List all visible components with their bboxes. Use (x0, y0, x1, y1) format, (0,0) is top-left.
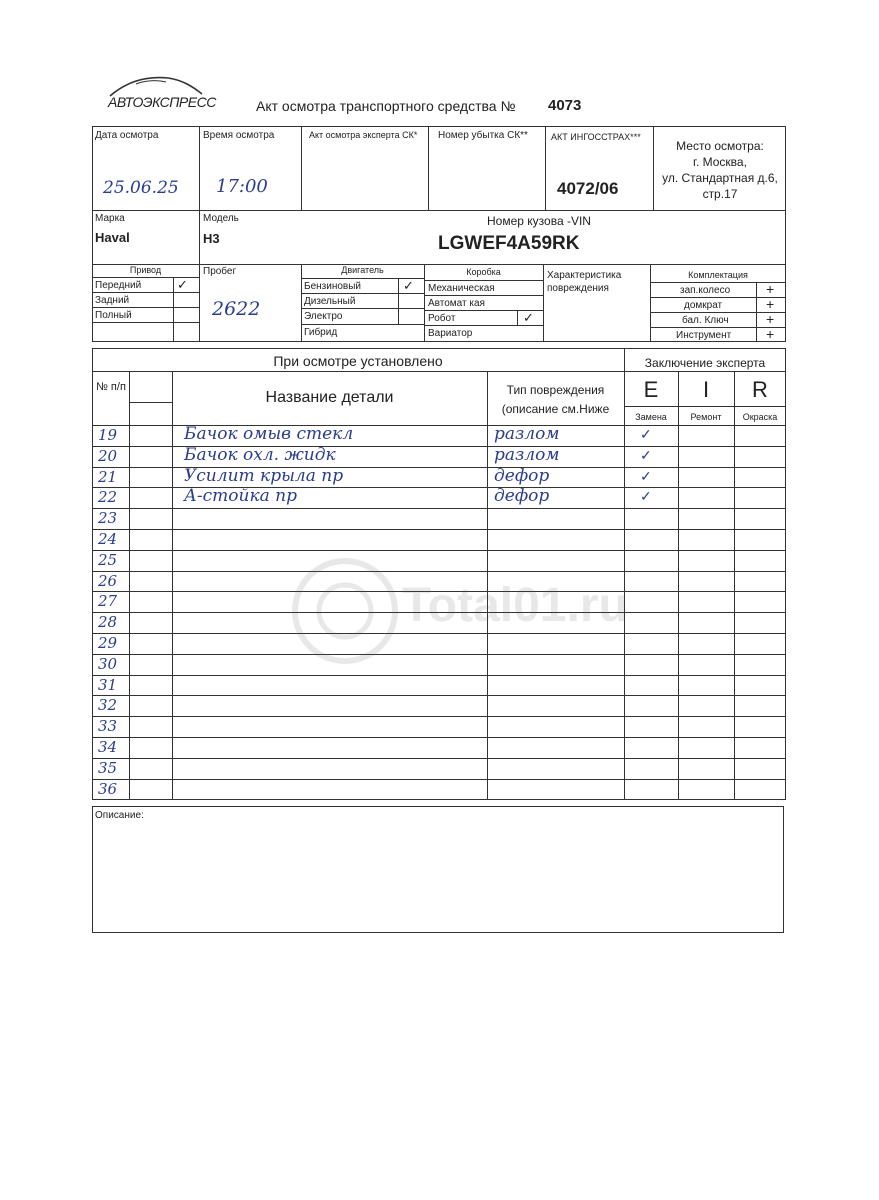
logo-text: АВТОЭКСПРЕСС (108, 94, 216, 110)
drive-front-check-icon: ✓ (177, 277, 188, 292)
row-number: 23 (98, 509, 118, 527)
drive-option-rear: Задний (95, 295, 130, 306)
place-building: стр.17 (702, 187, 738, 201)
loss-number-label: Номер убытка СК** (438, 130, 528, 141)
watermark-logo-icon (290, 556, 400, 666)
col-damage-type-header-1: Тип повреждения (506, 383, 605, 397)
engine-option-diesel: Дизельный (304, 296, 356, 307)
row-replace-check-icon: ✓ (640, 488, 652, 504)
inspection-place (654, 138, 786, 202)
drive-option-all: Полный (95, 310, 132, 321)
vin-label: Номер кузова -VIN (487, 214, 591, 228)
row-damage-type: разлом (494, 445, 560, 465)
equipment-wheel-wrench: бал. Ключ (682, 315, 729, 326)
document-title: Акт осмотра транспортного средства № (256, 98, 516, 114)
watermark-text: Total01.ru (402, 579, 628, 632)
engine-option-petrol: Бензиновый (304, 281, 361, 292)
mileage-value: 2622 (212, 298, 261, 320)
equipment-jack: домкрат (684, 300, 723, 311)
col-part-name-header: Название детали (265, 389, 394, 406)
col-number-header: № п/п (96, 381, 126, 393)
col-i-header: I (702, 377, 710, 402)
row-part-name: Бачок охл. жидк (184, 445, 336, 465)
place-street: ул. Стандартная д.6, (662, 171, 778, 185)
inspection-time-label: Время осмотра (203, 130, 275, 141)
engine-title: Двигатель (341, 265, 384, 275)
equipment-jack-mark: + (766, 296, 775, 312)
col-e-header: E (643, 377, 659, 402)
ingos-act-value: 4072/06 (557, 179, 619, 198)
row-number: 21 (98, 468, 118, 486)
col-r-header: R (752, 377, 768, 402)
row-number: 19 (98, 426, 118, 444)
place-city: г. Москва, (693, 155, 747, 169)
ingos-act-label: АКТ ИНГОССТРАХ*** (551, 132, 641, 142)
equipment-tools: Инструмент (676, 330, 732, 341)
row-number: 32 (98, 696, 118, 714)
row-number: 28 (98, 613, 118, 631)
gearbox-robot-check-icon: ✓ (523, 310, 534, 325)
row-part-name: Усилит крыла пр (184, 466, 344, 486)
vin-value: LGWEF4A59RK (438, 233, 580, 254)
row-damage-type: дефор (494, 486, 550, 506)
row-replace-check-icon: ✓ (640, 468, 652, 484)
description-label: Описание: (95, 810, 144, 821)
conclusion-title: Заключение эксперта (644, 356, 766, 370)
col-repair-header: Ремонт (690, 412, 722, 422)
row-number: 24 (98, 530, 118, 548)
row-number: 34 (98, 738, 118, 756)
place-label: Место осмотра: (676, 139, 764, 153)
act-number: 4073 (548, 97, 582, 114)
gearbox-option-auto: Автомат кая (428, 298, 485, 309)
drive-option-front: Передний (95, 280, 142, 291)
col-replace-header: Замена (635, 412, 667, 422)
row-number: 20 (98, 447, 118, 465)
row-number: 30 (98, 655, 118, 673)
equipment-spare-wheel: зап.колесо (680, 285, 731, 296)
row-number: 35 (98, 759, 118, 777)
row-replace-check-icon: ✓ (640, 447, 652, 463)
row-replace-check-icon: ✓ (640, 426, 652, 442)
model-value: H3 (203, 231, 220, 246)
row-damage-type: разлом (494, 424, 560, 444)
row-part-name: Бачок омыв стекл (184, 424, 354, 444)
equipment-spare-mark: + (766, 281, 775, 297)
row-damage-type: дефор (494, 466, 550, 486)
inspection-date-label: Дата осмотра (95, 130, 159, 141)
row-number: 25 (98, 551, 118, 569)
make-value: Haval (95, 230, 130, 245)
row-number: 33 (98, 717, 118, 735)
drive-title: Привод (129, 265, 162, 275)
gearbox-option-robot: Робот (428, 313, 456, 324)
make-label: Марка (95, 213, 125, 224)
row-number: 27 (98, 592, 118, 610)
gearbox-title: Коробка (466, 267, 501, 277)
row-part-name: А-стойка пр (184, 486, 297, 506)
model-label: Модель (203, 213, 239, 224)
row-number: 31 (98, 676, 118, 694)
inspection-time-value: 17:00 (216, 176, 268, 197)
equipment-title: Комплектация (688, 270, 748, 280)
company-logo (106, 72, 216, 112)
expert-act-label: Акт осмотра эксперта СК* (309, 130, 418, 140)
mileage-label: Пробег (203, 266, 237, 277)
equipment-tools-mark: + (766, 326, 775, 342)
gearbox-option-cvt: Вариатор (428, 328, 473, 339)
engine-option-hybrid: Гибрид (304, 327, 338, 338)
row-number: 26 (98, 572, 118, 590)
description-box (92, 806, 784, 933)
col-damage-type-header-2: (описание см.Ниже (501, 402, 610, 416)
engine-petrol-check-icon: ✓ (403, 278, 414, 293)
inspection-date-value: 25.06.25 (103, 178, 179, 198)
col-paint-header: Окраска (742, 412, 778, 422)
row-number: 22 (98, 488, 118, 506)
findings-title: При осмотре установлено (273, 353, 443, 369)
damage-characteristic-label: Характеристика повреждения (547, 270, 622, 294)
engine-option-electric: Электро (304, 311, 343, 322)
equipment-wrench-mark: + (766, 311, 775, 327)
row-number: 29 (98, 634, 118, 652)
row-number: 36 (98, 780, 118, 798)
watermark (290, 556, 628, 671)
gearbox-option-manual: Механическая (428, 283, 495, 294)
